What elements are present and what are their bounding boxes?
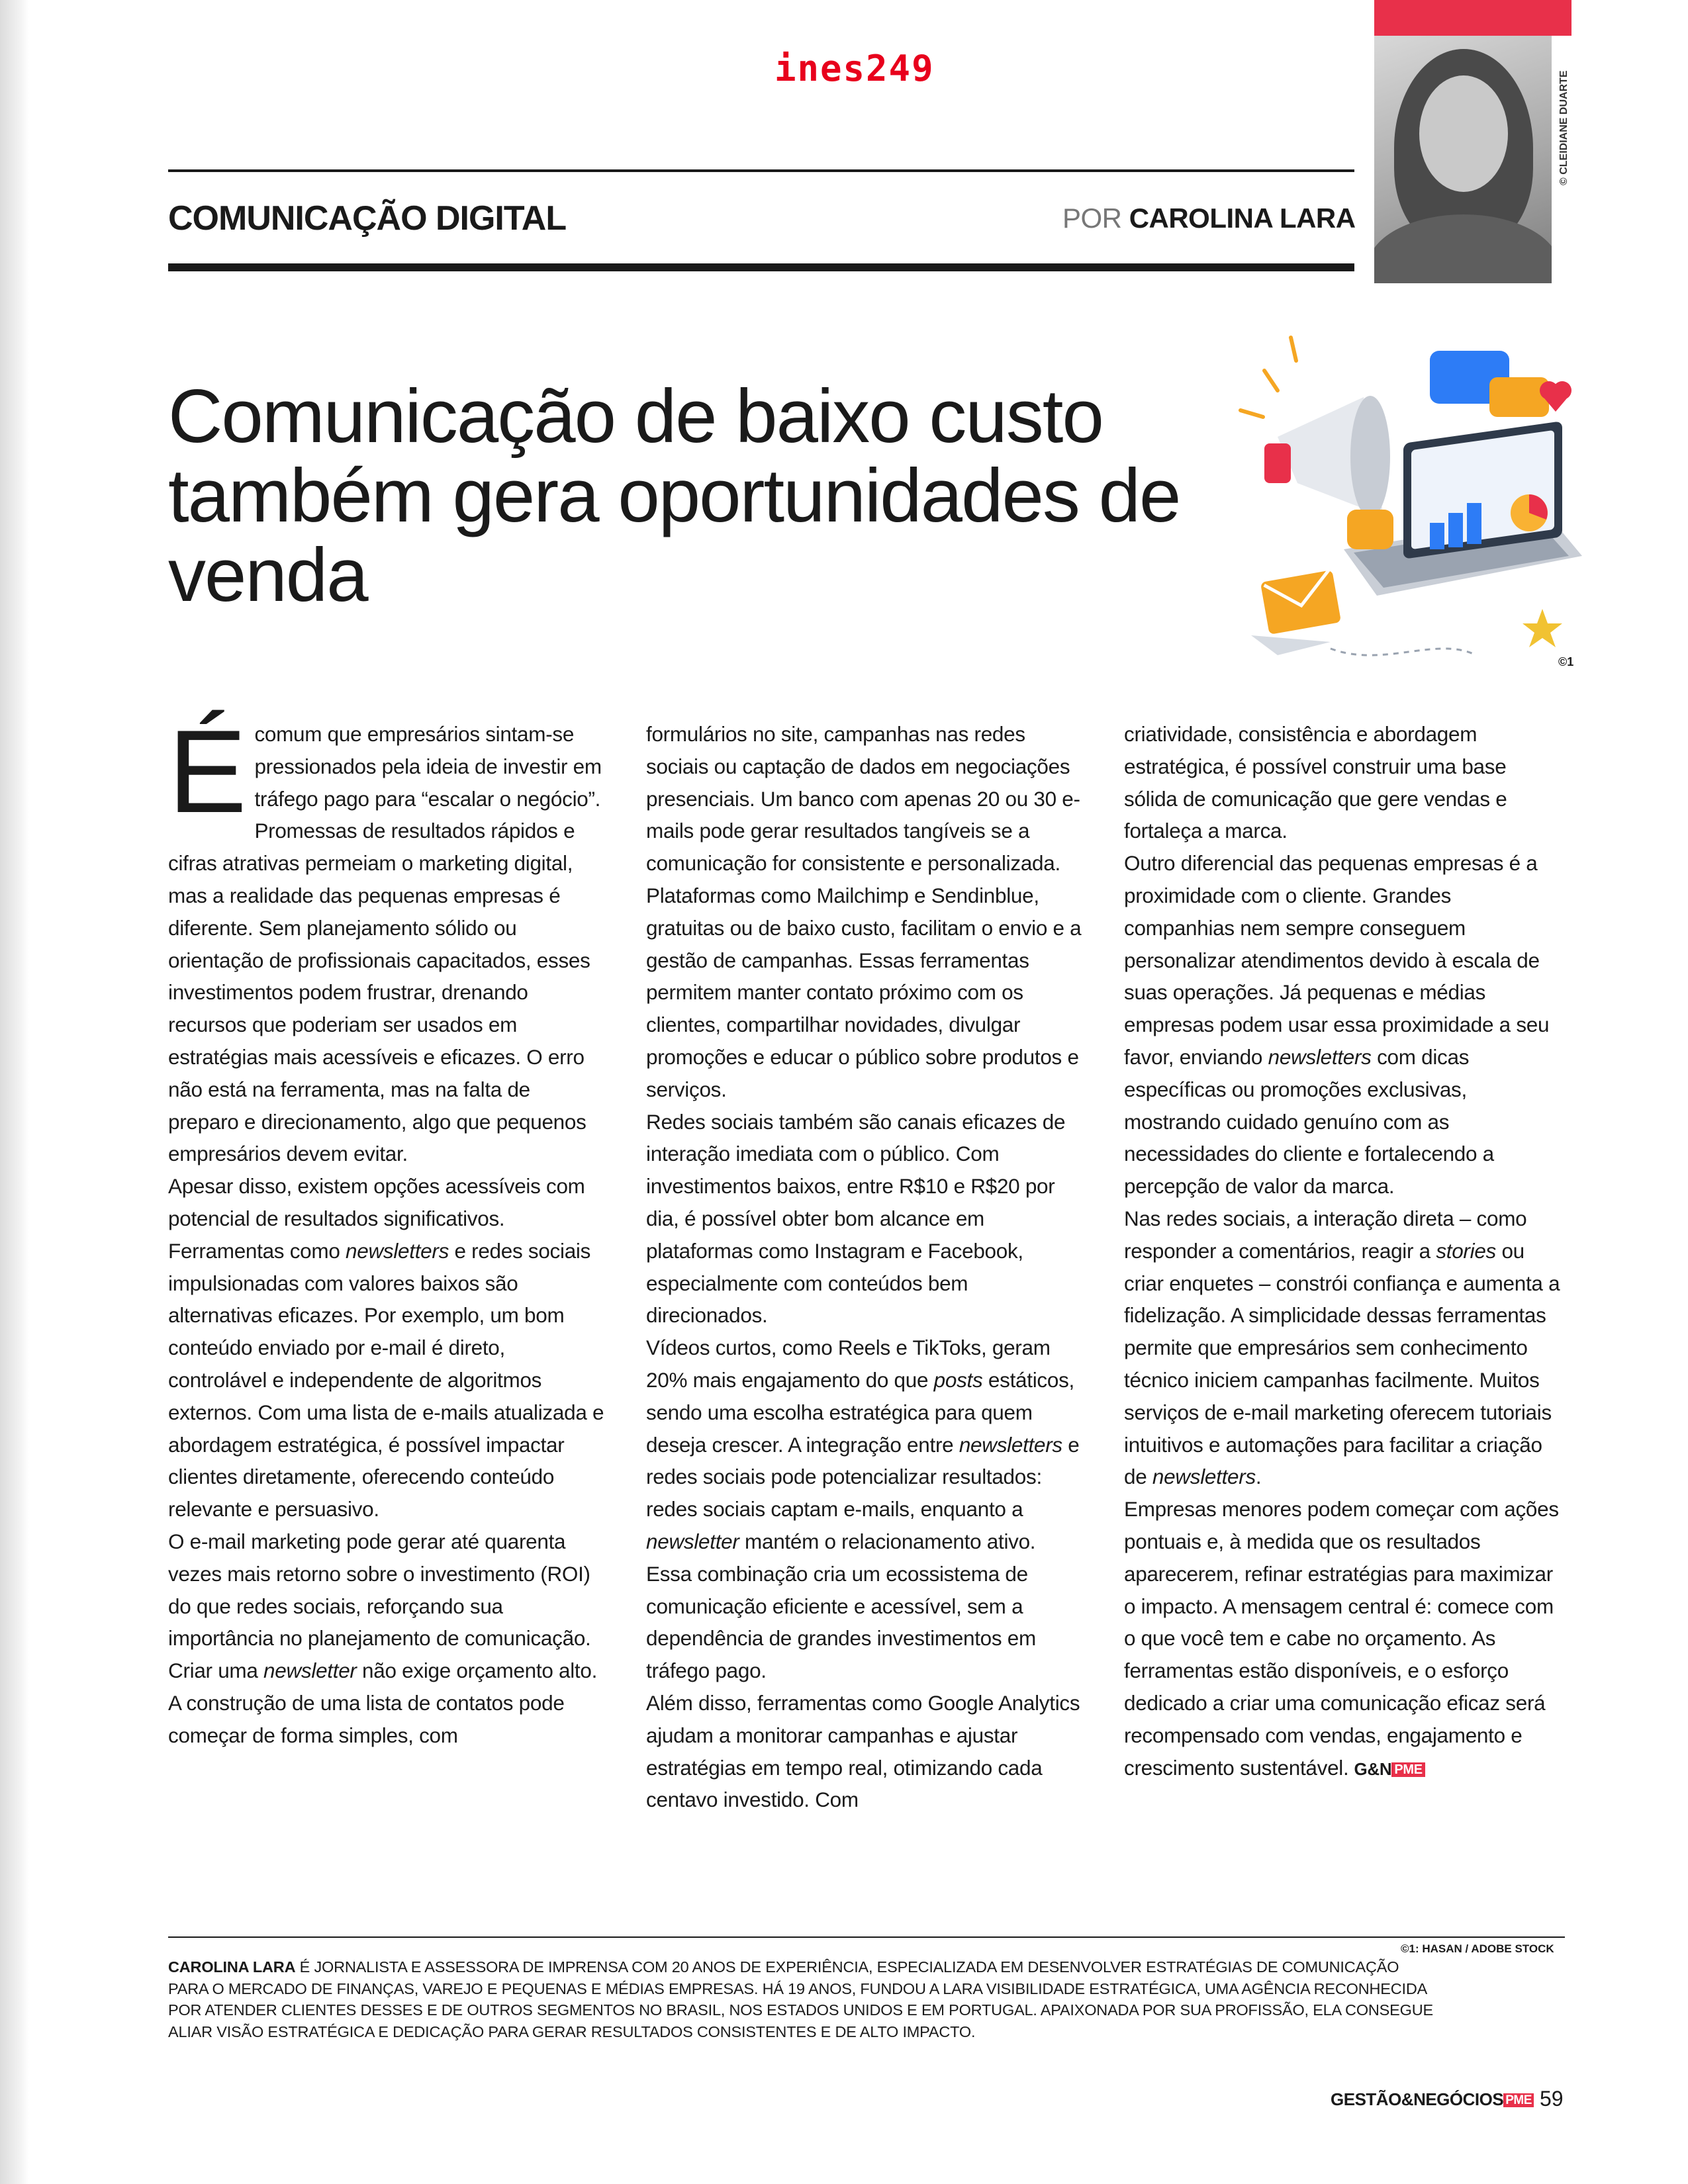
end-signature-logo: G&N PME [1354, 1753, 1425, 1787]
paragraph: formulários no site, campanhas nas redes sociais ou captação de dados em negociações presenciais. Um banco com apenas 20 ou 30 e-mails pode gerar resultados tangíveis se a comunicação for consistente e personalizada. [646, 722, 1080, 876]
paragraph: Empresas menores podem começar com ações pontuais e, à medida que os resultados aparecerem, refinar estratégias para maximizar o impacto. A mensagem central é: comece com o que você tem e cabe no orçamento. As ferramentas estão disponíveis, e o esforço dedicado a criar uma comunicação eficaz será recompensado com vendas, engajamento e crescimento sustentável. G&N PME [1124, 1493, 1561, 1786]
watermark-stamp: ines249 [774, 48, 935, 89]
paragraph: Além disso, ferramentas como Google Analytics ajudam a monitorar campanhas e ajustar estratégias em tempo real, otimizando cada centavo investido. Com [646, 1690, 1080, 1812]
thumbs-up-icon [1347, 510, 1393, 549]
top-rule [168, 169, 1354, 172]
page-gutter-shadow [0, 0, 29, 2184]
headline: Comunicação de baixo custo também gera oportunidades de venda [168, 375, 1180, 617]
marketing-illustration [1238, 324, 1595, 668]
article-column-2 [646, 718, 1083, 1816]
megaphone-icon [1264, 396, 1390, 518]
drop-cap: É [168, 705, 247, 837]
illustration-credit: ©1 [1558, 655, 1574, 668]
article-column-1 [168, 705, 605, 1752]
paragraph: O e-mail marketing pode gerar até quarenta vezes mais retorno sobre o investimento (ROI) do que redes sociais, reforçando sua importância no planejamento de comunicação. Criar uma newsletter não exige orçamento alto. [168, 1529, 598, 1683]
star-icon [1523, 609, 1562, 647]
bio-text: É JORNALISTA E ASSESSORA DE IMPRENSA COM 20 ANOS DE EXPERIÊNCIA, ESPECIALIZADA EM DESENVOLVER ESTRATÉGIAS DE COMUNICAÇÃO PARA O MERCADO DE FINANÇAS, VAREJO E PEQUENAS E MÉDIAS EMPRESAS. HÁ 19 ANOS, FUNDOU A LARA VISIBILIDADE ESTRATÉGICA, UMA AGÊNCIA RECONHECIDA POR ATENDER CLIENTES DESSES E DE OUTROS SEGMENTOS NO BRASIL, NOS ESTADOS UNIDOS E EM PORTUGAL. APAIXONADA POR SUA PROFISSÃO, ELA CONSEGUE ALIAR VISÃO ESTRATÉGICA E DEDICAÇÃO PARA GERAR RESULTADOS CONSISTENTES E DE ALTO IMPACTO. [168, 1958, 1433, 2040]
bio-name: CAROLINA LARA [168, 1958, 296, 1976]
section-title: COMUNICAÇÃO DIGITAL [168, 199, 567, 238]
author-bio [168, 1956, 1439, 2042]
photo-credit: © CLEIDIANE DUARTE [1558, 70, 1570, 185]
byline-author: CAROLINA LARA [1129, 203, 1356, 234]
paragraph: Plataformas como Mailchimp e Sendinblue, gratuitas ou de baixo custo, facilitam o envio e a gestão de campanhas. Essas ferramentas permitem manter contato próximo com os clientes, compartilhar novidades, divulgar promoções e educar o público sobre produtos e serviços. [646, 883, 1082, 1101]
paragraph: Nas redes sociais, a interação direta – como responder a comentários, reagir a stories ou criar enquetes – constrói confiança e aumenta a fidelização. A simplicidade dessas ferramentas permite que empresários sem conhecimento técnico iniciem campanhas facilmente. Muitos serviços de e-mail marketing oferecem tutoriais intuitivos e automações para facilitar a criação de newsletters. [1124, 1206, 1560, 1489]
accent-block [1374, 0, 1571, 36]
bio-rule [168, 1936, 1565, 1938]
paper-plane-icon [1251, 635, 1331, 655]
paragraph: Redes sociais também são canais eficazes de interação imediata com o público. Com investimentos baixos, entre R$10 e R$20 por dia, é possível obter bom alcance em plataformas como Instagram e Facebook, especialmente com conteúdos bem direcionados. [646, 1109, 1066, 1328]
paragraph: Outro diferencial das pequenas empresas é a proximidade com o cliente. Grandes companhias nem sempre conseguem personalizar atendimentos devido à escala de suas operações. Já pequenas e médias empresas podem usar essa proximidade a seu favor, enviando newsletters com dicas específicas ou promoções exclusivas, mostrando cuidado genuíno com as necessidades do cliente e fortalecendo a percepção de valor da marca. [1124, 851, 1550, 1199]
image-credit: ©1: HASAN / ADOBE STOCK [1401, 1942, 1554, 1955]
header-rule [168, 263, 1354, 271]
page-number: 59 [1540, 2087, 1564, 2111]
paragraph: Apesar disso, existem opções acessíveis com potencial de resultados significativos. Ferramentas como newsletters e redes sociais impulsionadas com valores baixos são alternativas eficazes. Por exemplo, um bom conteúdo enviado por e-mail é direto, controlável e independente de algoritmos externos. Com uma lista de e-mails atualizada e abordagem estratégica, é possível impactar clientes diretamente, oferecendo conteúdo relevante e persuasivo. [168, 1174, 604, 1522]
byline-prefix: POR [1062, 203, 1129, 234]
chat-bubble-icon [1430, 351, 1549, 417]
byline [1062, 203, 1356, 234]
article-column-3 [1124, 718, 1561, 1786]
envelope-icon [1260, 567, 1341, 635]
paragraph: É comum que empresários sintam-se pressionados pela ideia de investir em tráfego pago para “escalar o negócio”. Promessas de resultados rápidos e cifras atrativas permeiam o marketing digital, mas a realidade das pequenas empresas é diferente. Sem planejamento sólido ou orientação de profissionais capacitados, esses investimentos podem frustrar, drenando recursos que poderiam ser usados em estratégias mais acessíveis e eficazes. O erro não está na ferramenta, mas na falta de preparo e direcionamento, algo que pequenos empresários devem evitar. [168, 705, 602, 1166]
footer-brand: GESTÃO&NEGÓCIOS PME [1331, 2089, 1534, 2110]
author-photo [1374, 36, 1552, 283]
paragraph: Vídeos curtos, como Reels e TikToks, geram 20% mais engajamento do que posts estáticos, sendo uma escolha estratégica para quem deseja crescer. A integração entre newsletters e redes sociais pode potencializar resultados: redes sociais captam e-mails, enquanto a newsletter mantém o relacionamento ativo. Essa combinação cria um ecossistema de comunicação eficiente e acessível, sem a dependência de grandes investimentos em tráfego pago. [646, 1336, 1080, 1683]
paragraph: criatividade, consistência e abordagem estratégica, é possível construir uma base sólida de comunicação que gere vendas e fortaleça a marca. [1124, 722, 1507, 843]
paragraph: A construção de uma lista de contatos pode começar de forma simples, com [168, 1690, 565, 1747]
